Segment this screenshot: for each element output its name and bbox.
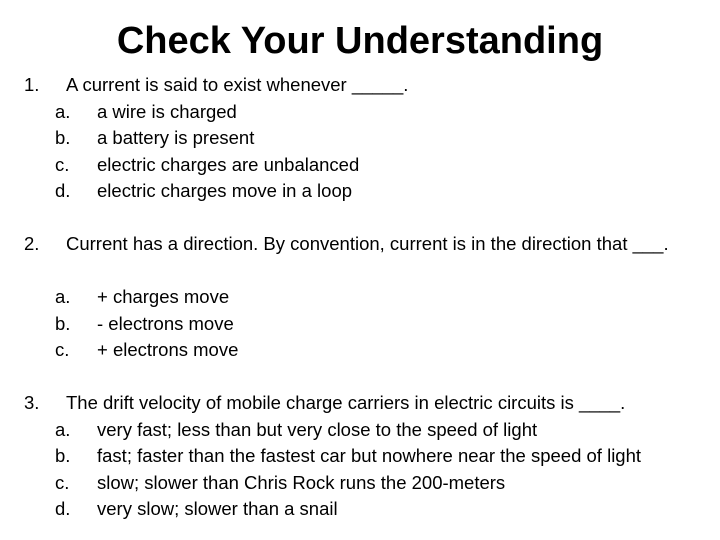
option-a bbox=[0, 417, 720, 444]
option-letter: b. bbox=[55, 127, 71, 148]
option-c bbox=[0, 337, 720, 364]
question-text: Current has a direction. By convention, current is in the direction that ___. bbox=[66, 233, 669, 254]
option-letter: c. bbox=[55, 339, 70, 360]
option-letter: c. bbox=[55, 153, 70, 175]
option-letter: d. bbox=[55, 180, 71, 201]
option-text: fast; faster than the fastest car but nowhere near the speed of light bbox=[97, 445, 642, 466]
page-title: Check Your Understanding bbox=[116, 20, 604, 62]
option-list bbox=[0, 284, 720, 364]
option-d bbox=[0, 178, 720, 205]
option-b bbox=[0, 443, 720, 470]
option-b bbox=[0, 311, 720, 338]
option-text: a battery is present bbox=[97, 127, 255, 148]
option-list bbox=[0, 99, 720, 205]
option-b bbox=[0, 125, 720, 152]
option-text: electric charges are unbalanced bbox=[97, 153, 360, 175]
question-text: The drift velocity of mobile charge carriers in electric circuits is ____. bbox=[66, 392, 626, 413]
option-text: a wire is charged bbox=[97, 100, 237, 122]
option-letter: a. bbox=[55, 286, 71, 307]
option-text: - electrons move bbox=[97, 312, 234, 334]
option-text: + electrons move bbox=[97, 339, 239, 360]
option-a bbox=[0, 284, 720, 311]
question-number: 2. bbox=[24, 233, 40, 254]
option-c bbox=[0, 152, 720, 179]
option-c bbox=[0, 470, 720, 497]
question-number: 1. bbox=[24, 74, 40, 95]
option-text: + charges move bbox=[97, 286, 230, 307]
option-letter: b. bbox=[55, 312, 71, 334]
option-letter: c. bbox=[55, 471, 70, 493]
option-letter: a. bbox=[55, 418, 71, 440]
option-letter: d. bbox=[55, 498, 71, 519]
option-letter: b. bbox=[55, 445, 71, 466]
question-text: A current is said to exist whenever _____. bbox=[66, 74, 409, 95]
question-number: 3. bbox=[24, 392, 40, 413]
option-a bbox=[0, 99, 720, 126]
option-d bbox=[0, 496, 720, 523]
option-text: very slow; slower than a snail bbox=[97, 498, 338, 519]
option-letter: a. bbox=[55, 100, 71, 122]
option-text: electric charges move in a loop bbox=[97, 180, 353, 201]
option-text: slow; slower than Chris Rock runs the 200-meters bbox=[97, 471, 506, 493]
option-text: very fast; less than but very close to the speed of light bbox=[97, 418, 538, 440]
option-list bbox=[0, 417, 720, 523]
